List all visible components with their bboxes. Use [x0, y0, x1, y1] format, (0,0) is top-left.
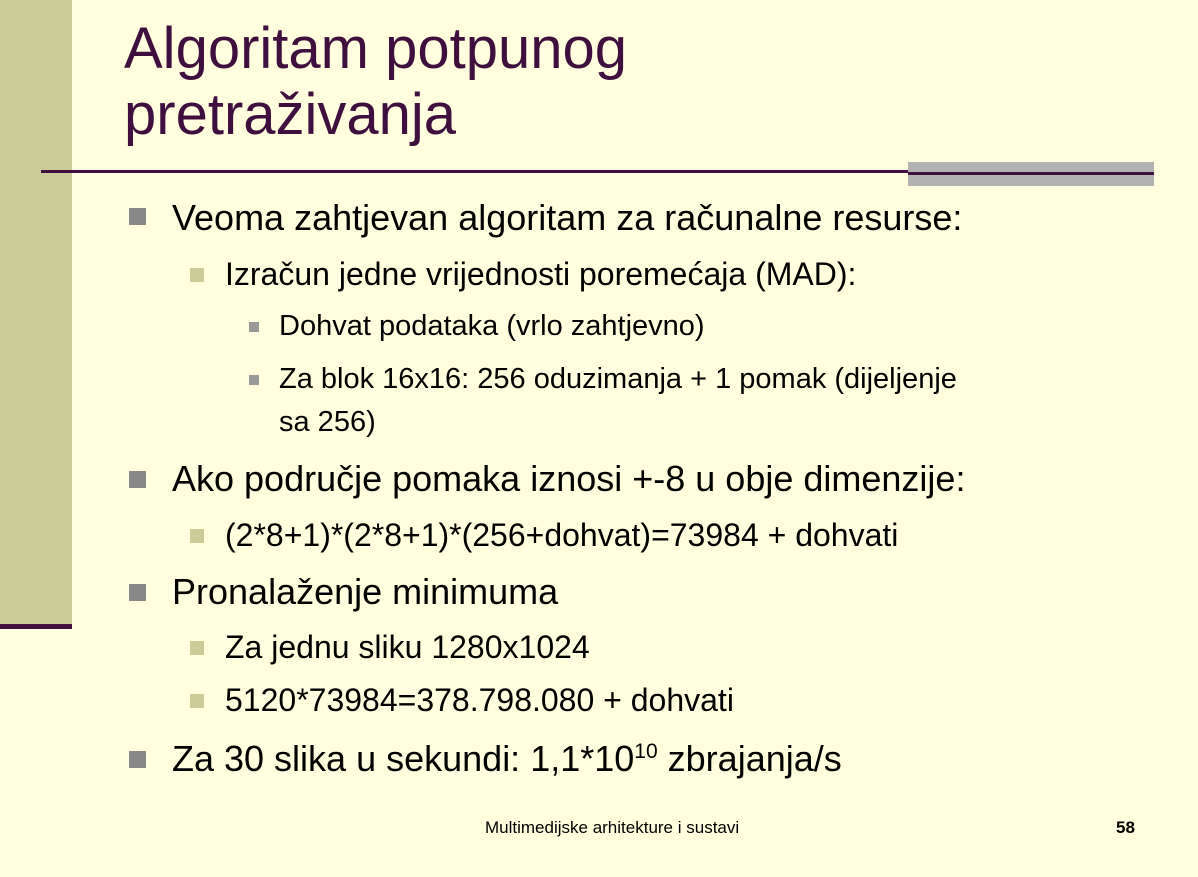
bullet-marker-level1 [129, 471, 146, 488]
bullet-marker-level3 [249, 322, 259, 332]
bullet-level1 [172, 739, 842, 779]
title-line-1: Algoritam potpunog [124, 16, 627, 81]
bullet-marker-level1 [129, 584, 146, 601]
bullet-line-1: Za blok 16x16: 256 oduzimanja + 1 pomak (dijeljenje [279, 363, 957, 395]
bullet-level3: Dohvat podataka (vrlo zahtjevno) [279, 310, 705, 342]
footer-text: Multimedijske arhitekture i sustavi [485, 818, 740, 837]
bullet-level2: Za jednu sliku 1280x1024 [225, 629, 590, 665]
bullet-level3 [279, 358, 957, 444]
exponent: 10 [634, 740, 658, 763]
bullet-suffix: zbrajanja/s [657, 738, 842, 779]
bullet-level1: Ako područje pomaka iznosi +-8 u obje dimenzije: [172, 458, 966, 499]
bullet-level2: Izračun jedne vrijednosti poremećaja (MAD): [225, 256, 857, 292]
bullet-level1: Veoma zahtjevan algoritam za računalne resurse: [172, 197, 963, 238]
bullet-marker-level1 [129, 751, 146, 768]
bullet-level1: Pronalaženje minimuma [172, 571, 559, 612]
bullet-line-2: sa 256) [279, 406, 376, 438]
accent-line [908, 172, 1154, 175]
bullet-marker-level2 [190, 268, 204, 282]
bullet-marker-level2 [190, 529, 204, 543]
bullet-marker-level1 [129, 208, 146, 225]
bullet-marker-level2 [190, 694, 204, 708]
bullet-prefix: Za 30 slika u sekundi: 1,1*10 [172, 738, 635, 779]
sidebar-decoration [0, 0, 72, 624]
bullet-level2: (2*8+1)*(2*8+1)*(256+dohvat)=73984 + dohvati [225, 517, 899, 553]
sidebar-base-line [0, 624, 72, 629]
page-number: 58 [1116, 818, 1135, 837]
bullet-marker-level3 [249, 375, 259, 385]
title-line-2: pretraživanja [124, 82, 457, 147]
slide-title [124, 16, 1024, 148]
bullet-marker-level2 [190, 641, 204, 655]
bullet-level2: 5120*73984=378.798.080 + dohvati [225, 682, 734, 718]
